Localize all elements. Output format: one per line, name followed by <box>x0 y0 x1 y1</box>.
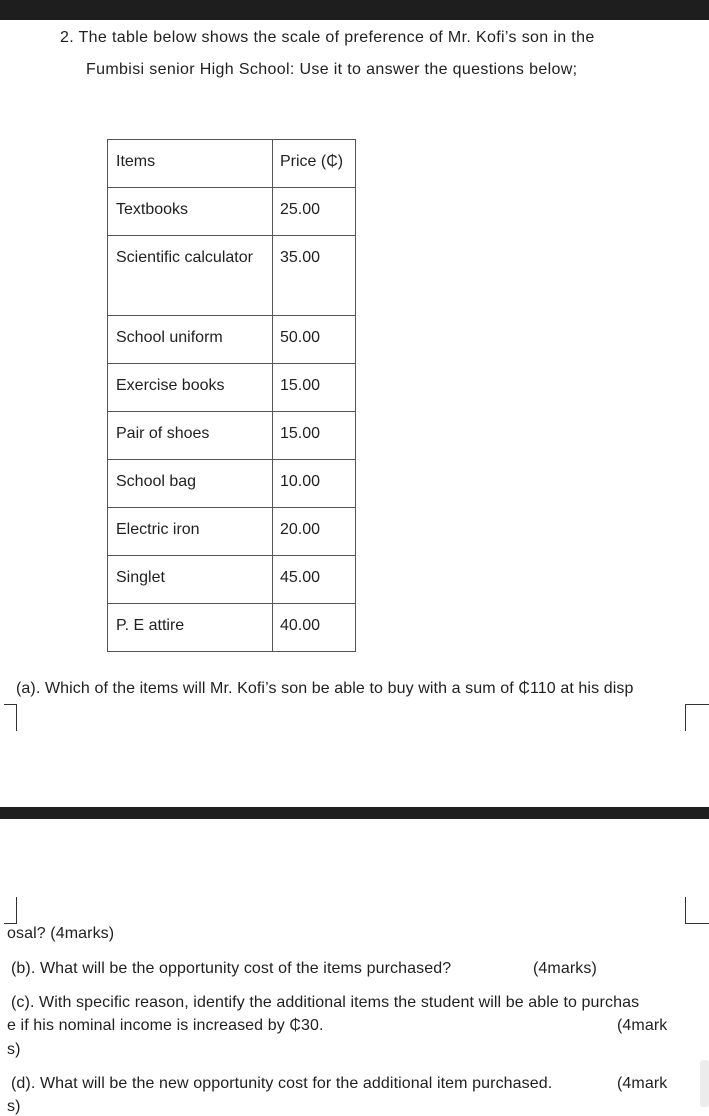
question-2-line-2: Fumbisi senior High School: Use it to answer the questions below; <box>86 61 578 78</box>
price-cell: 40.00 <box>273 604 356 652</box>
table-row <box>108 364 356 412</box>
question-c-line-2: e if his nominal income is increased by ₵30. <box>7 1017 324 1034</box>
table-header-row <box>108 140 356 188</box>
page-corner-mark <box>4 704 17 731</box>
item-cell: Exercise books <box>108 364 273 412</box>
price-cell: 35.00 <box>273 236 356 316</box>
price-cell: 20.00 <box>273 508 356 556</box>
item-cell: School bag <box>108 460 273 508</box>
table-row <box>108 604 356 652</box>
price-cell: 45.00 <box>273 556 356 604</box>
item-cell: P. E attire <box>108 604 273 652</box>
table-row <box>108 188 356 236</box>
page-corner-mark <box>685 897 709 924</box>
price-cell: 50.00 <box>273 316 356 364</box>
scrollbar-edge[interactable] <box>700 1060 709 1107</box>
table-row <box>108 556 356 604</box>
price-cell: 25.00 <box>273 188 356 236</box>
price-cell: 15.00 <box>273 364 356 412</box>
question-b-text: (b). What will be the opportunity cost of the items purchased? <box>11 960 452 977</box>
page-break-bar <box>0 807 709 819</box>
top-dark-bar <box>0 0 709 20</box>
header-price: Price (₵) <box>273 140 356 188</box>
item-cell: Scientific calculator <box>108 236 273 316</box>
table-row <box>108 412 356 460</box>
page-corner-mark <box>685 704 709 731</box>
question-a-line-1: (a). Which of the items will Mr. Kofi’s son be able to buy with a sum of ₵110 at his disp <box>16 680 634 697</box>
table-row <box>108 236 356 316</box>
table-row <box>108 508 356 556</box>
header-items: Items <box>108 140 273 188</box>
question-d-line-2: s) <box>7 1098 21 1115</box>
question-d-text: (d). What will be the new opportunity cost for the additional item purchased. <box>11 1075 553 1092</box>
price-cell: 15.00 <box>273 412 356 460</box>
item-cell: School uniform <box>108 316 273 364</box>
question-c-line-1: (c). With specific reason, identify the additional items the student will be able to purchas <box>11 994 640 1011</box>
item-cell: Pair of shoes <box>108 412 273 460</box>
question-a-line-2: osal? (4marks) <box>7 925 115 942</box>
question-2-line-1: 2. The table below shows the scale of preference of Mr. Kofi’s son in the <box>60 29 595 46</box>
question-b-marks: (4marks) <box>533 960 597 977</box>
item-cell: Singlet <box>108 556 273 604</box>
table-row <box>108 316 356 364</box>
price-cell: 10.00 <box>273 460 356 508</box>
page-corner-mark <box>4 897 17 924</box>
scale-of-preference-table <box>107 139 356 652</box>
question-c-line-3: s) <box>7 1041 21 1058</box>
item-cell: Textbooks <box>108 188 273 236</box>
question-c-marks: (4mark <box>617 1017 668 1034</box>
question-d-marks: (4mark <box>617 1075 668 1092</box>
item-cell: Electric iron <box>108 508 273 556</box>
table-row <box>108 460 356 508</box>
